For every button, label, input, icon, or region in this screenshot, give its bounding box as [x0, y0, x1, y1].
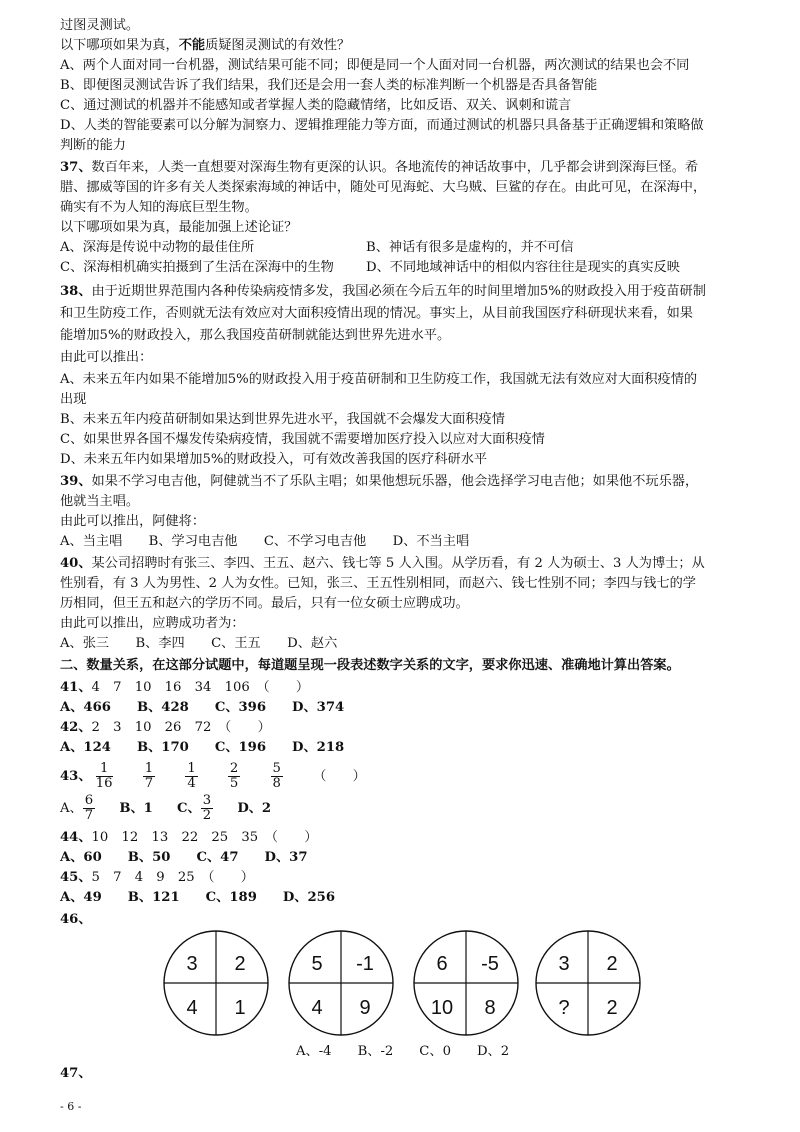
q40-stem: 40、某公司招聘时有张三、李四、王五、赵六、钱七等 5 人入围。从学历看，有 2 人为硕士、3 人为博士；从 [60, 556, 705, 571]
q40-stem-2: 性别看，有 3 人为男性、2 人为女性。已知，张三、王五性别相同，而赵六、钱七性别不同；李四与钱七的学 [60, 576, 696, 591]
fraction: $\frac{1}{4}$ [187, 761, 196, 791]
circle-4 [536, 931, 640, 1035]
q37-stem: 37、数百年来，人类一直想要对深海生物有更深的认识。各地流传的神话故事中，几乎都会讲到深海巨怪。希 [60, 160, 699, 175]
circle-1-tr: 2 [234, 953, 246, 975]
circle-2-bl: 4 [311, 997, 323, 1019]
q38-stem-3: 能增加5%的财政投入，那么我国疫苗研制就能达到世界先进水平。 [60, 328, 451, 343]
q40-ask: 由此可以推出，应聘成功者为： [60, 616, 245, 631]
q42-sequence: 42、2 3 10 26 72 （ ） [60, 720, 271, 735]
circle-2-tr: -1 [356, 953, 374, 975]
circle-4-tl: 3 [558, 953, 570, 975]
q38-option-a: A、未来五年内如果不能增加5%的财政投入用于疫苗研制和卫生防疫工作，我国就无法有效应对大面积疫情的 [60, 372, 698, 387]
q38-number: 38、 [60, 284, 92, 299]
q46-number: 46、 [60, 912, 92, 927]
q42-options: A、124 B、170 C、196 D、218 [60, 740, 345, 755]
circle-3-bl: 10 [430, 997, 454, 1019]
q41-options: A、466 B、428 C、396 D、374 [60, 700, 345, 715]
q38-stem-2: 和卫生防疫工作，否则就无法有效应对大面积疫情出现的情况。事实上，从目前我国医疗科研现状来看，如果 [60, 306, 693, 321]
q41-sequence: 41、4 7 10 16 34 106 （ ） [60, 680, 310, 695]
fraction: $\frac{1}{7}$ [144, 761, 154, 791]
fraction: $\frac{6}{7}$ [84, 793, 94, 823]
q44-sequence: 44、10 12 13 22 25 35 （ ） [60, 830, 318, 845]
q39-number: 39、 [60, 474, 92, 489]
q45-options: A、49 B、121 C、189 D、256 [60, 890, 336, 905]
q40-stem-3: 历相同，但王五和赵六的学历不同。最后，只有一位女硕士应聘成功。 [60, 596, 469, 611]
q38-option-a-cont: 出现 [60, 392, 87, 407]
q38-ask: 由此可以推出： [60, 350, 153, 365]
option-d-cont: 判断的能力 [60, 138, 126, 153]
circle-3-br: 8 [484, 997, 496, 1019]
circle-3-tl: 6 [436, 953, 448, 975]
q37-stem-3: 确实有不为人知的海底巨型生物。 [60, 200, 258, 215]
fraction: $\frac{1}{16}$ [95, 761, 113, 791]
circle-3 [414, 931, 518, 1035]
q44-options: A、60 B、50 C、47 D、37 [60, 850, 308, 865]
q47-number: 47、 [60, 1066, 92, 1081]
circle-1-br: 1 [234, 997, 246, 1019]
q38-stem: 38、由于近期世界范围内各种传染病疫情多发，我国必须在今后五年的时间里增加5%的财政投入用于疫苗研制 [60, 284, 706, 299]
circle-2 [289, 931, 393, 1035]
q37-options-row2: C、深海相机确实拍摄到了生活在深海中的生物 D、不同地域神话中的相似内容往往是现实的真实反映 [60, 260, 680, 275]
circle-2-br: 9 [359, 997, 371, 1019]
q38-option-c: C、如果世界各国不爆发传染病疫情，我国就不需要增加医疗投入以应对大面积疫情 [60, 432, 545, 447]
q43-options: A、 $\frac{6}{7}$ B、1 C、 $\frac{3}{2}$ D、2 [60, 793, 272, 823]
circle-1 [164, 931, 268, 1035]
q40-number: 40、 [60, 556, 92, 571]
q46-options: A、-4 B、-2 C、0 D、2 [296, 1044, 510, 1059]
circle-1-tl: 3 [186, 953, 198, 975]
option-c: C、通过测试的机器并不能感知或者掌握人类的隐藏情绪，比如反语、双关、讽刺和谎言 [60, 98, 572, 113]
q38-option-d: D、未来五年内如果增加5%的财政投入，可有效改善我国的医疗科研水平 [60, 452, 488, 467]
fraction: $\frac{2}{5}$ [229, 761, 239, 791]
q45-sequence: 45、5 7 4 9 25 （ ） [60, 870, 254, 885]
q37-number: 37、 [60, 160, 92, 175]
circle-3-tr: -5 [481, 953, 499, 975]
circle-4-tr: 2 [606, 953, 618, 975]
q37-options-row1: A、深海是传说中动物的最佳住所 B、神话有很多是虚构的，并不可信 [60, 240, 574, 255]
circle-4-br: 2 [606, 997, 618, 1019]
circle-2-tl: 5 [311, 953, 323, 975]
q43-sequence: 43、 $\frac{1}{16}$ $\frac{1}{7}$ $\frac{1}{4}$ $\frac{2}{5}$ $\frac{5}{8}$ （ ） [60, 761, 366, 791]
section-heading: 二、数量关系，在这部分试题中，每道题呈现一段表述数字关系的文字，要求你迅速、准确地计算出答案。 [60, 658, 680, 673]
page-number: - 6 - [60, 1100, 82, 1113]
emphasis-not: 不能 [178, 38, 206, 53]
option-d: D、人类的智能要素可以分解为洞察力、逻辑推理能力等方面，而通过测试的机器只具备基于正确逻辑和策略做 [60, 118, 704, 133]
text-line: 过图灵测试。 [60, 18, 140, 33]
q39-options: A、当主唱 B、学习电吉他 C、不学习电吉他 D、不当主唱 [60, 534, 470, 549]
fraction: $\frac{5}{8}$ [272, 761, 281, 791]
q38-option-b: B、未来五年内疫苗研制如果达到世界先进水平，我国就不会爆发大面积疫情 [60, 412, 505, 427]
option-a: A、两个人面对同一台机器，测试结果可能不同；即便是同一个人面对同一台机器，两次测试的结果也会不同 [60, 58, 690, 73]
q39-stem: 39、如果不学习电吉他，阿健就当不了乐队主唱；如果他想玩乐器，他会选择学习电吉他；如果他不玩乐器， [60, 474, 699, 489]
q37-stem-2: 腊、挪威等国的许多有关人类探索海域的神话中，随处可见海蛇、大乌贼、巨鲨的存在。由此可见，在深海中， [60, 180, 707, 195]
q46-circle-figure [150, 928, 650, 1038]
question-ask: 以下哪项如果为真，不能质疑图灵测试的有效性？ [60, 38, 351, 53]
circle-4-bl: ? [558, 997, 570, 1019]
option-b: B、即便图灵测试告诉了我们结果，我们还是会用一套人类的标准判断一个机器是否具备智能 [60, 78, 598, 93]
fraction: $\frac{3}{2}$ [202, 793, 212, 823]
q39-stem-2: 他就当主唱。 [60, 494, 140, 509]
q39-ask: 由此可以推出，阿健将： [60, 514, 206, 529]
q37-ask: 以下哪项如果为真，最能加强上述论证？ [60, 220, 298, 235]
circle-1-bl: 4 [186, 997, 198, 1019]
q40-options: A、张三 B、李四 C、王五 D、赵六 [60, 636, 338, 651]
